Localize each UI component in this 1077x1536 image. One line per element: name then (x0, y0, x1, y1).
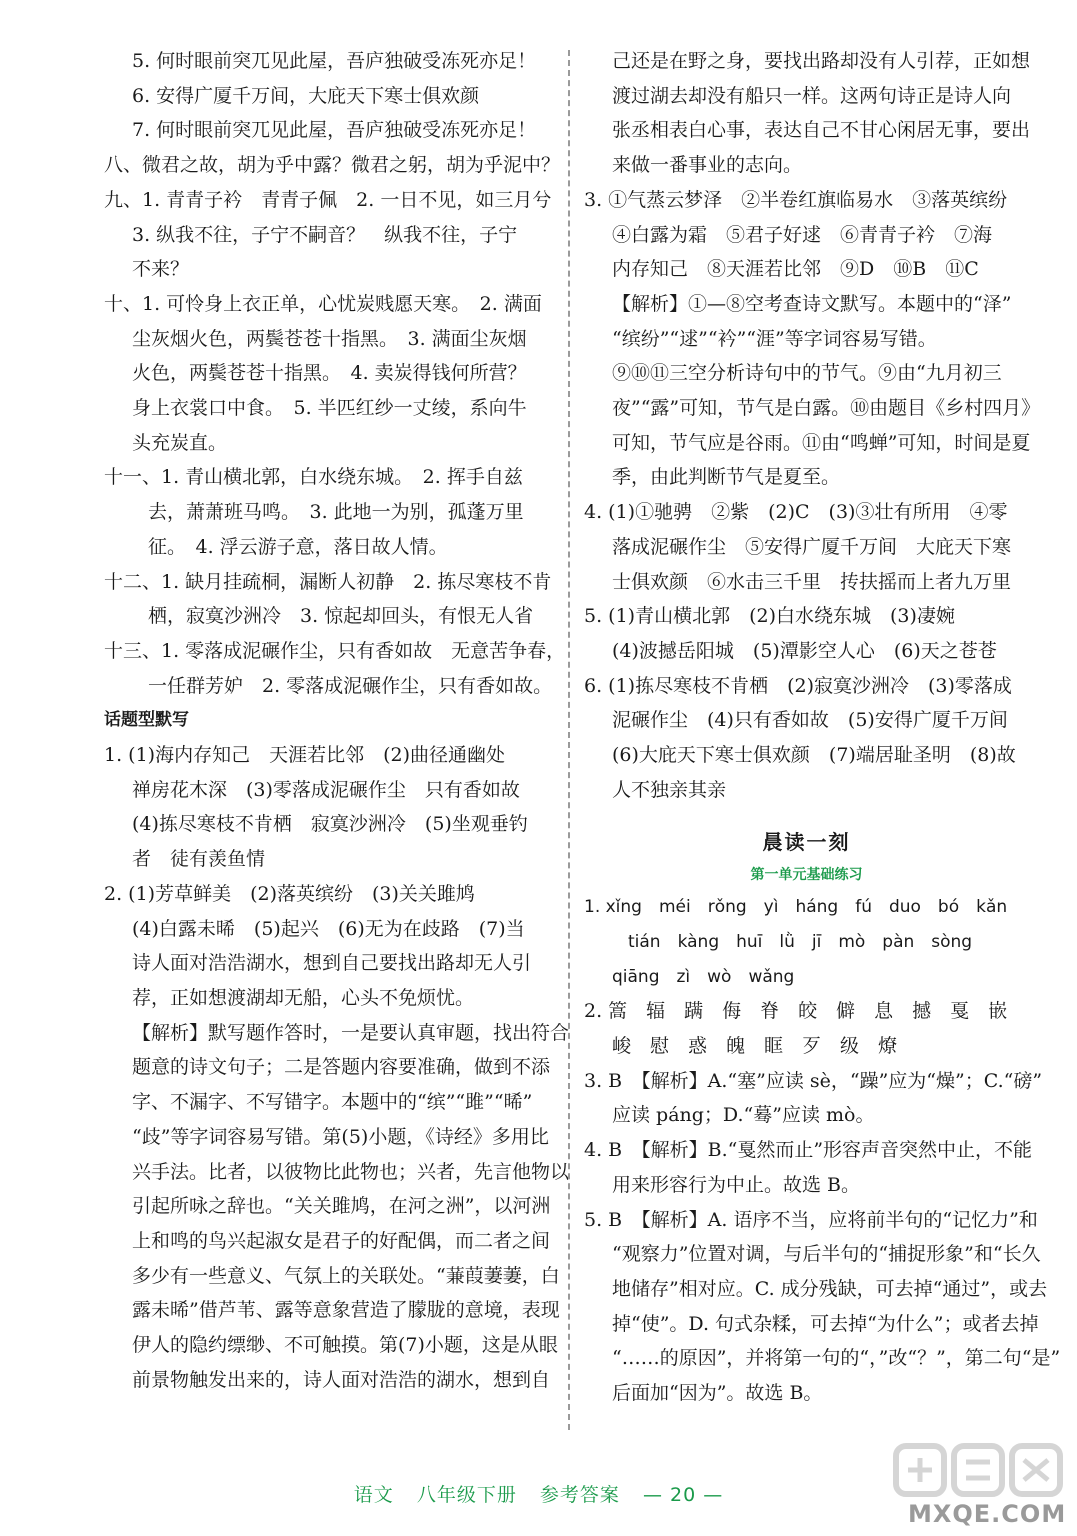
left-answer-line: 十三、1. 零落成泥碾作尘，只有香如故 无意苦争春， (104, 639, 566, 662)
left-answer-line: 多少有一些意义、气氛上的关联处。“蒹葭萋萋，白 (132, 1264, 560, 1287)
unit-answer-line: qiāng zì wò wǎng (612, 966, 795, 987)
left-answer-line: 2. (1)芳草鲜美 (2)落英缤纷 (3)关关雎鸠 (104, 882, 475, 905)
left-answer-line: 一任群芳妒 2. 零落成泥碾作尘，只有香如故。 (148, 674, 553, 697)
left-answer-line: 5. 何时眼前突兀见此屋，吾庐独破受冻死亦足！ (132, 50, 537, 72)
left-answer-line: 禅房花木深 (3)零落成泥碾作尘 只有香如故 (132, 778, 520, 801)
left-answer-line: (4)白露未晞 (5)起兴 (6)无为在歧路 (7)当 (132, 917, 525, 940)
unit-answer-line: 5. B 【解析】A. 语序不当，应将前半句的“记忆力”和 (584, 1208, 1038, 1231)
unit-answer-line: “……的原因”，并将第一句的“，”改“？”，第二句“是” (612, 1347, 1061, 1370)
left-answer-line: 3. 纵我不往，子宁不嗣音？ 纵我不往，子宁 (132, 223, 518, 246)
right-answer-line: 己还是在野之身，要找出路却没有人引荐，正如想 (612, 50, 1031, 72)
right-answer-line: 内存知己 ⑧天涯若比邻 ⑨D ⑩B ⑪C (612, 258, 979, 281)
left-answer-line: 伊人的隐约缥缈、不可触摸。第(7)小题，这是从眼 (132, 1334, 558, 1357)
left-answer-line: 十二、1. 缺月挂疏桐，漏断人初静 2. 拣尽寒枝不肯 (104, 570, 552, 593)
left-answer-line: 尘灰烟火色，两鬓苍苍十指黑。 3. 满面尘灰烟 (132, 327, 527, 350)
section-subtitle: 第一单元基础练习 (750, 867, 863, 884)
right-answer-line: 6. (1)拣尽寒枝不肯栖 (2)寂寞沙洲冷 (3)零落成 (584, 674, 1012, 697)
right-answer-line: 泥碾作尘 (4)只有香如故 (5)安得广厦千万间 (612, 709, 1008, 732)
unit-answer-line: 应读 páng；D.“蓦”应读 mò。 (612, 1104, 875, 1127)
right-answer-line: “缤纷”“逑”“衿”“涯”等字词容易写错。 (612, 327, 937, 350)
left-answer-line: 者 徒有羡鱼情 (132, 848, 266, 871)
right-answer-line: 3. ①气蒸云梦泽 ②半卷红旗临易水 ③落英缤纷 (584, 188, 1008, 211)
unit-one-answers (584, 890, 1061, 1411)
left-answer-line: “歧”等字词容易写错。第(5)小题，《诗经》多用比 (132, 1125, 549, 1148)
left-answer-line: 不来？ (132, 258, 190, 281)
left-answer-line: 去，萧萧班马鸣。 3. 此地一为别，孤蓬万里 (148, 501, 524, 524)
left-answer-line: 引起所咏之辞也。“关关雎鸠，在河之洲”，以河洲 (132, 1195, 551, 1218)
right-answer-line: 可知，节气应是谷雨。⑪由“鸣蝉”可知，时间是夏 (612, 431, 1031, 454)
left-answer-line: 字、不漏字、不写错字。本题中的“缤”“雎”“晞” (132, 1091, 533, 1114)
left-answer-line: 栖，寂寞沙洲冷 3. 惊起却回头，有恨无人省 (148, 605, 534, 628)
left-answer-line: 十一、1. 青山横北郭，白水绕东城。 2. 挥手自兹 (104, 466, 523, 489)
left-answer-line: 话题型默写 (104, 710, 189, 731)
right-answer-line: ⑨⑩⑪三空分析诗句中的节气。⑨由“九月初三 (612, 362, 1002, 385)
watermark-text: MXQE.COM (908, 1500, 1067, 1528)
right-answer-line: 落成泥碾作尘 ⑤安得广厦千万间 大庇天下寒 (612, 535, 1012, 558)
right-answer-line: (4)波撼岳阳城 (5)潭影空人心 (6)天之苍苍 (612, 639, 997, 662)
left-answer-line: 火色，两鬓苍苍十指黑。 4. 卖炭得钱何所营？ (132, 362, 527, 385)
unit-answer-line: tián kàng huī lǜ jī mò pàn sòng (628, 931, 973, 952)
left-answer-line: 身上衣裳口中食。 5. 半匹红纱一丈绫，系向牛 (132, 397, 527, 420)
left-answer-line: 荐，正如想渡湖却无船，心头不免烦忧。 (132, 986, 475, 1009)
left-answer-line: 八、微君之故，胡为乎中露？微君之躬，胡为乎泥中？ (104, 154, 561, 177)
left-answer-line: 7. 何时眼前突兀见此屋，吾庐独破受冻死亦足！ (132, 119, 537, 142)
unit-answer-line: 后面加“因为”。故选 B。 (612, 1382, 823, 1405)
left-answer-line: 6. 安得广厦千万间，大庇天下寒士俱欢颜 (132, 84, 480, 107)
right-answer-line: 来做一番事业的志向。 (612, 154, 803, 177)
left-answer-line: 诗人面对浩浩湖水，想到自己要找出路却无人引 (132, 952, 532, 975)
right-column (584, 44, 1061, 1411)
right-answer-line: 【解析】①—⑧空考查诗文默写。本题中的“泽” (612, 292, 1012, 315)
right-answer-line: 渡过湖去却没有船只一样。这两句诗正是诗人向 (612, 84, 1012, 107)
unit-answer-line: 3. B 【解析】A.“塞”应读 sè，“躁”应为“燥”；C.“磅” (584, 1069, 1043, 1092)
left-column (104, 44, 570, 1397)
left-answer-line: 兴手法。比者，以彼物比此物也；兴者，先言他物以 (132, 1160, 570, 1183)
right-answer-line: 张丞相表白心事，表达自己不甘心闲居无事，要出 (612, 119, 1031, 142)
left-answer-line: 十、1. 可怜身上衣正单，心忧炭贱愿天寒。 2. 满面 (104, 292, 542, 315)
unit-answer-line: 1. xǐng méi rǒng yì háng fú duo bó kǎn (584, 897, 1008, 918)
right-answer-line: 4. (1)①驰骋 ②紫 (2)C (3)③壮有所用 ④零 (584, 501, 1008, 524)
left-answer-line: 头充炭直。 (132, 431, 228, 454)
unit-answer-line: 2. 篙 辐 蹒 侮 脊 皎 僻 息 撼 戛 嵌 (584, 1000, 1008, 1023)
left-answer-line: 上和鸣的鸟兴起淑女是君子的好配偶，而二者之间 (132, 1229, 551, 1252)
right-answer-line: 夜”“露”可知，节气是白露。⑩由题目《乡村四月》 (612, 397, 1041, 420)
left-answer-line: 露未晞”借芦苇、露等意象营造了朦胧的意境，表现 (132, 1299, 560, 1322)
right-answer-line: ④白露为霜 ⑤君子好逑 ⑥青青子衿 ⑦海 (612, 223, 993, 246)
right-answers-continued (584, 44, 1041, 807)
right-answer-line: 5. (1)青山横北郭 (2)白水绕东城 (3)凄婉 (584, 605, 955, 628)
section-title: 晨读一刻 (762, 830, 851, 855)
unit-answer-line: 用来形容行为中止。故选 B。 (612, 1173, 861, 1196)
left-answer-line: 前景物触发出来的，诗人面对浩浩的湖水，想到自 (132, 1368, 551, 1391)
right-answer-line: 士俱欢颜 ⑥水击三千里 抟扶摇而上者九万里 (612, 570, 1012, 593)
left-answer-line: 1. (1)海内存知己 天涯若比邻 (2)曲径通幽处 (104, 744, 505, 767)
unit-answer-line: 4. B 【解析】B.“戛然而止”形容声音突然中止，不能 (584, 1139, 1033, 1162)
left-answer-line: 题意的诗文句子；二是答题内容要准确，做到不添 (132, 1056, 551, 1079)
unit-answer-line: 峻 慰 惑 魄 眶 歹 级 燎 (612, 1034, 898, 1057)
footer-label: 参考答案 (539, 1484, 620, 1506)
unit-answer-line: 地储存”相对应。C. 成分残缺，可去掉“通过”，或去 (612, 1277, 1048, 1300)
unit-answer-line: “观察力”位置对调，与后半句的“捕捉形象”和“长久 (612, 1243, 1041, 1266)
footer-page-number: — 20 — (642, 1484, 724, 1506)
footer-subject: 语文 (353, 1484, 394, 1506)
right-answer-line: (6)大庇天下寒士俱欢颜 (7)端居耻圣明 (8)故 (612, 744, 1016, 767)
left-answer-line: 征。 4. 浮云游子意，落日故人情。 (148, 535, 448, 558)
left-answer-line: 九、1. 青青子衿 青青子佩 2. 一日不见，如三月兮 (104, 188, 552, 211)
column-divider (568, 50, 570, 1430)
footer-grade: 八年级下册 (416, 1484, 517, 1506)
right-answer-line: 季，由此判断节气是夏至。 (612, 466, 841, 489)
left-answer-line: 【解析】默写题作答时，一是要认真审题，找出符合 (132, 1021, 570, 1044)
unit-answer-line: 掉“使”。D. 句式杂糅，可去掉“为什么”；或者去掉 (612, 1312, 1039, 1335)
right-answer-line: 人不独亲其亲 (612, 778, 727, 801)
left-answer-line: (4)拣尽寒枝不肯栖 寂寞沙洲冷 (5)坐观垂钓 (132, 813, 528, 836)
